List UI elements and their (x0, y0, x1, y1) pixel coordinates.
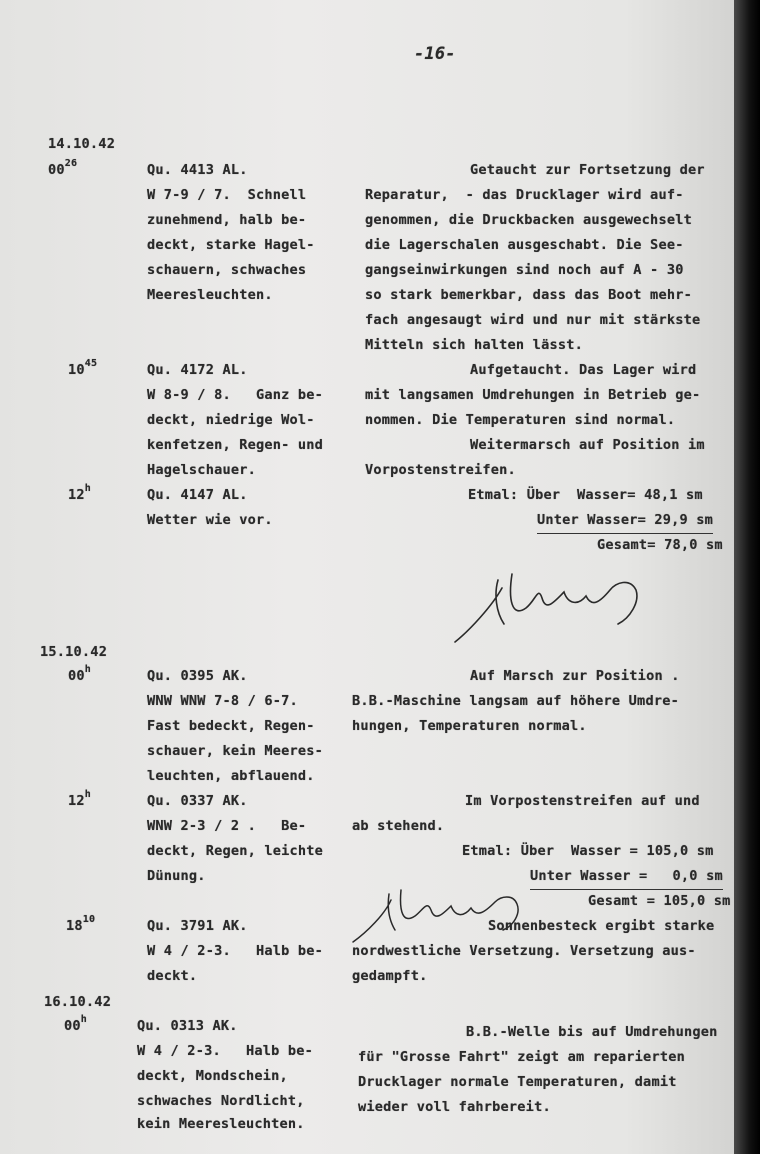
entry-remark-line: Auf Marsch zur Position . (470, 668, 680, 684)
etmal-over-water: Etmal: Über Wasser= 48,1 sm (468, 487, 703, 503)
entry-remark-line: für "Grosse Fahrt" zeigt am reparierten (358, 1049, 685, 1065)
entry-weather-line: schauern, schwaches (147, 262, 307, 278)
entry-weather-line: W 4 / 2-3. Halb be- (137, 1043, 314, 1059)
entry-remark-line: gangseinwirkungen sind noch auf A - 30 (365, 262, 684, 278)
entry-weather-line: WNW 2-3 / 2 . Be- (147, 818, 307, 834)
entry-remark-line: Aufgetaucht. Das Lager wird (470, 362, 697, 378)
entry-date: 15.10.42 (40, 644, 108, 660)
entry-time: 12$^h$ (68, 789, 92, 809)
entry-remark-line: Mitteln sich halten lässt. (365, 337, 583, 353)
etmal-total: Gesamt= 78,0 sm (597, 537, 723, 553)
entry-position: Qu. 0337 AK. (147, 793, 248, 809)
entry-position: Qu. 0395 AK. (147, 668, 248, 684)
entry-remark-line: Getaucht zur Fortsetzung der (470, 162, 705, 178)
entry-weather-line: deckt, Regen, leichte (147, 843, 324, 859)
entry-position: Qu. 3791 AK. (147, 918, 248, 934)
entry-remark-line: mit langsamen Umdrehungen in Betrieb ge- (365, 387, 701, 403)
signature-1 (440, 560, 660, 650)
entry-position: Qu. 4413 AL. (147, 162, 248, 178)
entry-remark-line: gedampft. (352, 968, 428, 984)
entry-weather-line: schwaches Nordlicht, (137, 1093, 305, 1109)
entry-weather-line: WNW WNW 7-8 / 6-7. (147, 693, 298, 709)
entry-weather-line: deckt, niedrige Wol- (147, 412, 315, 428)
entry-weather-line: W 8-9 / 8. Ganz be- (147, 387, 324, 403)
entry-time: $00^{26}$ (48, 158, 78, 178)
entry-weather-line: W 7-9 / 7. Schnell (147, 187, 307, 203)
entry-remark-line: die Lagerschalen ausgeschabt. Die See- (365, 237, 684, 253)
entry-remark-line: Reparatur, - das Drucklager wird auf- (365, 187, 684, 203)
entry-time: 00$^h$ (64, 1014, 88, 1034)
entry-position: Qu. 4147 AL. (147, 487, 248, 503)
entry-weather-line: deckt, Mondschein, (137, 1068, 288, 1084)
entry-weather-line: Wetter wie vor. (147, 512, 273, 528)
entry-weather-line: kein Meeresleuchten. (137, 1116, 305, 1132)
entry-remark-line: ab stehend. (352, 818, 445, 834)
entry-weather-line: kenfetzen, Regen- und (147, 437, 324, 453)
entry-remark-line: hungen, Temperaturen normal. (352, 718, 587, 734)
entry-remark-line: Sonnenbesteck ergibt starke (488, 918, 715, 934)
entry-weather-line: Hagelschauer. (147, 462, 256, 478)
entry-remark-line: fach angesaugt wird und nur mit stärkste (365, 312, 701, 328)
entry-remark-line: wieder voll fahrbereit. (358, 1099, 551, 1115)
etmal-under-water: Unter Wasser= 29,9 sm (537, 508, 713, 534)
entry-remark-line: Weitermarsch auf Position im (470, 437, 705, 453)
entry-weather-line: W 4 / 2-3. Halb be- (147, 943, 324, 959)
entry-remark-line: nordwestliche Versetzung. Versetzung aus- (352, 943, 696, 959)
entry-position: Qu. 4172 AL. (147, 362, 248, 378)
entry-weather-line: deckt, starke Hagel- (147, 237, 315, 253)
entry-weather-line: schauer, kein Meeres- (147, 743, 324, 759)
entry-weather-line: Dünung. (147, 868, 206, 884)
entry-remark-line: B.B.-Welle bis auf Umdrehungen (466, 1024, 718, 1040)
etmal-total: Gesamt = 105,0 sm (588, 893, 731, 909)
entry-remark-line: B.B.-Maschine langsam auf höhere Umdre- (352, 693, 679, 709)
entry-remark-line: genommen, die Druckbacken ausgewechselt (365, 212, 692, 228)
entry-time: 00$^h$ (68, 664, 92, 684)
entry-remark-line: so stark bemerkbar, dass das Boot mehr- (365, 287, 692, 303)
entry-weather-line: deckt. (147, 968, 198, 984)
entry-weather-line: Meeresleuchten. (147, 287, 273, 303)
page-number: -16- (414, 44, 456, 64)
entry-weather-line: Fast bedeckt, Regen- (147, 718, 315, 734)
entry-time: $18^{10}$ (66, 914, 96, 934)
entry-time: 12$^h$ (68, 483, 92, 503)
entry-date: 16.10.42 (44, 994, 112, 1010)
entry-position: Qu. 0313 AK. (137, 1018, 238, 1034)
entry-date: 14.10.42 (48, 136, 116, 152)
entry-weather-line: zunehmend, halb be- (147, 212, 307, 228)
entry-weather-line: leuchten, abflauend. (147, 768, 315, 784)
etmal-under-water: Unter Wasser = 0,0 sm (530, 864, 723, 890)
etmal-over-water: Etmal: Über Wasser = 105,0 sm (462, 843, 714, 859)
scan-edge (734, 0, 760, 1154)
entry-time: $10^{45}$ (68, 358, 98, 378)
entry-remark-line: Vorpostenstreifen. (365, 462, 516, 478)
entry-remark-line: nommen. Die Temperaturen sind normal. (365, 412, 676, 428)
entry-remark-line: Im Vorpostenstreifen auf und (465, 793, 700, 809)
entry-remark-line: Drucklager normale Temperaturen, damit (358, 1074, 677, 1090)
